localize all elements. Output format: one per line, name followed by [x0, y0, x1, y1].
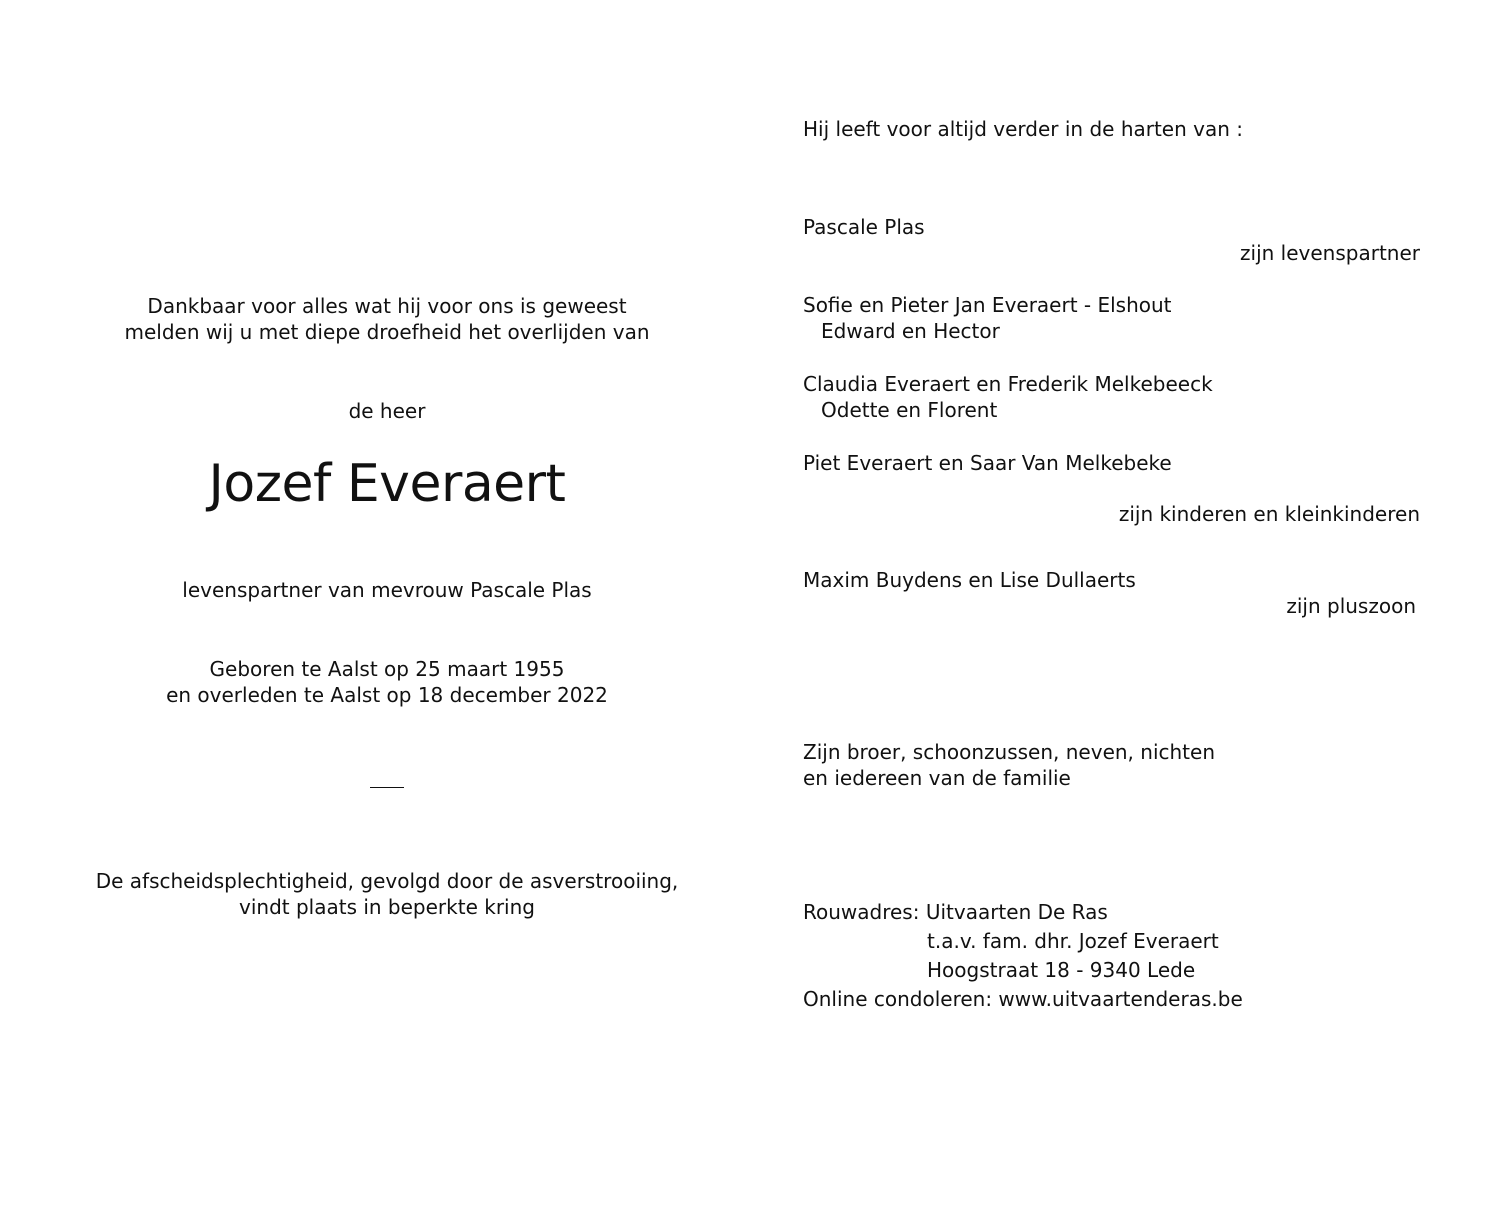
family-1-line-1: Sofie en Pieter Jan Everaert - Elshout: [803, 293, 1172, 317]
partner-name: Pascale Plas: [803, 215, 925, 239]
partner-role: zijn levenspartner: [1240, 241, 1420, 265]
partner-line: levenspartner van mevrouw Pascale Plas: [182, 578, 592, 602]
online-condolences: Online condoleren: www.uitvaartenderas.be: [803, 987, 1243, 1011]
address-line-2: t.a.v. fam. dhr. Jozef Everaert: [927, 929, 1219, 953]
intro-line-1: Dankbaar voor alles wat hij voor ons is geweest: [147, 294, 627, 318]
family-2-line-1: Claudia Everaert en Frederik Melkebeeck: [803, 372, 1213, 396]
plus-role: zijn pluszoon: [1286, 594, 1416, 618]
relatives-line-2: en iedereen van de familie: [803, 766, 1071, 790]
address-line-3: Hoogstraat 18 - 9340 Lede: [927, 958, 1196, 982]
family-1-line-2: Edward en Hector: [821, 319, 1000, 343]
died-line: en overleden te Aalst op 18 december 2022: [166, 683, 608, 707]
children-role: zijn kinderen en kleinkinderen: [1118, 502, 1420, 526]
relatives-line-1: Zijn broer, schoonzussen, neven, nichten: [803, 740, 1215, 764]
ceremony-line-1: De afscheidsplechtigheid, gevolgd door de asverstrooiing,: [95, 869, 679, 893]
family-2-line-2: Odette en Florent: [821, 398, 998, 422]
ceremony-line-2: vindt plaats in beperkte kring: [239, 895, 535, 919]
born-line: Geboren te Aalst op 25 maart 1955: [209, 657, 565, 681]
deceased-name: Jozef Everaert: [208, 454, 566, 514]
address-line-1: Rouwadres: Uitvaarten De Ras: [803, 900, 1108, 924]
divider: [370, 787, 404, 788]
intro-line-2: melden wij u met diepe droefheid het overlijden van: [124, 320, 650, 344]
plus-name: Maxim Buydens en Lise Dullaerts: [803, 568, 1136, 592]
honorific: de heer: [348, 399, 426, 423]
heading: Hij leeft voor altijd verder in de harten van :: [803, 117, 1244, 141]
family-3-line-1: Piet Everaert en Saar Van Melkebeke: [803, 451, 1172, 475]
